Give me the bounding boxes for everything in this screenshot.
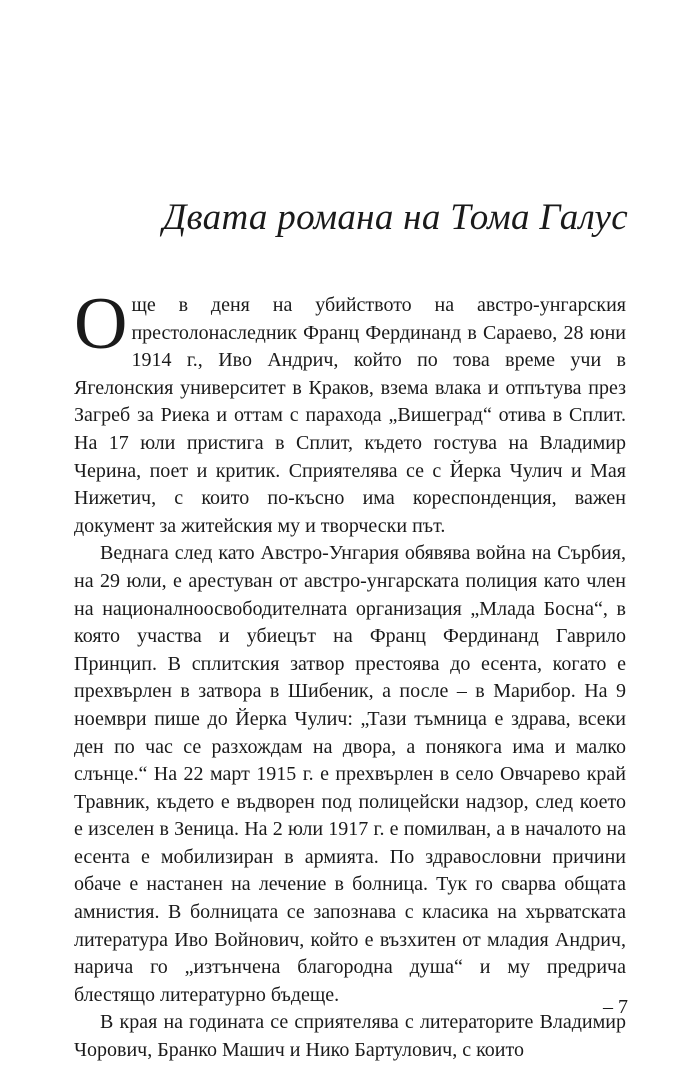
paragraph-1 — [74, 283, 626, 540]
paragraph-2: Веднага след като Австро-Унгария обявява война на Сърбия, на 29 юли, е арестуван от австро-унгарската полиция като член на националноосвободителната организация „Млада Босна“, в която участва и убиецът на Франц Фердинанд Гаврило Принцип. В сплитския затвор престоява до есента, когато е прехвърлен в затвора в Шибеник, а после – в Марибор. На 9 ноември пише до Йерка Чулич: „Тази тъмница е здрава, всеки ден по час се разхождам на двора, а понякога има и малко слънце.“ На 22 март 1915 г. е прехвърлен в село Овчарево край Травник, където е въдворен под полицейски надзор, след което е изселен в Зеница. На 2 юли 1917 г. е помилван, а в началото на есента е мобилизиран в армията. По здравословни причини обаче е настанен на лечение в болница. Тук го сварва общата амнистия. В болницата се запознава с класика на хърватската литература Иво Войнович, който е възхитен от младия Андрич, нарича го „изтънчена благородна душа“ и му предрича блестящо литературно бъдеще. — [74, 542, 626, 1006]
drop-cap: О — [74, 283, 128, 365]
body-text — [74, 283, 626, 1065]
page-number: – 7 — [603, 996, 628, 1018]
paragraph-1-text: ще в деня на убийството на австро-унгарския престолонаследник Франц Фердинанд в Сараево, 28 юни 1914 г., Иво Андрич, който по това време учи в Ягелонския университет в Краков, взема влака и отпътува през Загреб за Риека и оттам с парахода „Вишеград“ отива в Сплит. На 17 юли пристига в Сплит, където гостува на Владимир Черина, поет и критик. Сприятелява се с Йерка Чулич и Мая Нижетич, с които по-късно има кореспонденция, важен документ за житейския му и творчески път. — [74, 294, 626, 537]
chapter-title: Двата романа на Тома Галус — [162, 197, 628, 238]
paragraph-3: В края на годината се сприятелява с литераторите Владимир Чорович, Бранко Машич и Нико Бартулович, с които — [74, 1011, 626, 1062]
